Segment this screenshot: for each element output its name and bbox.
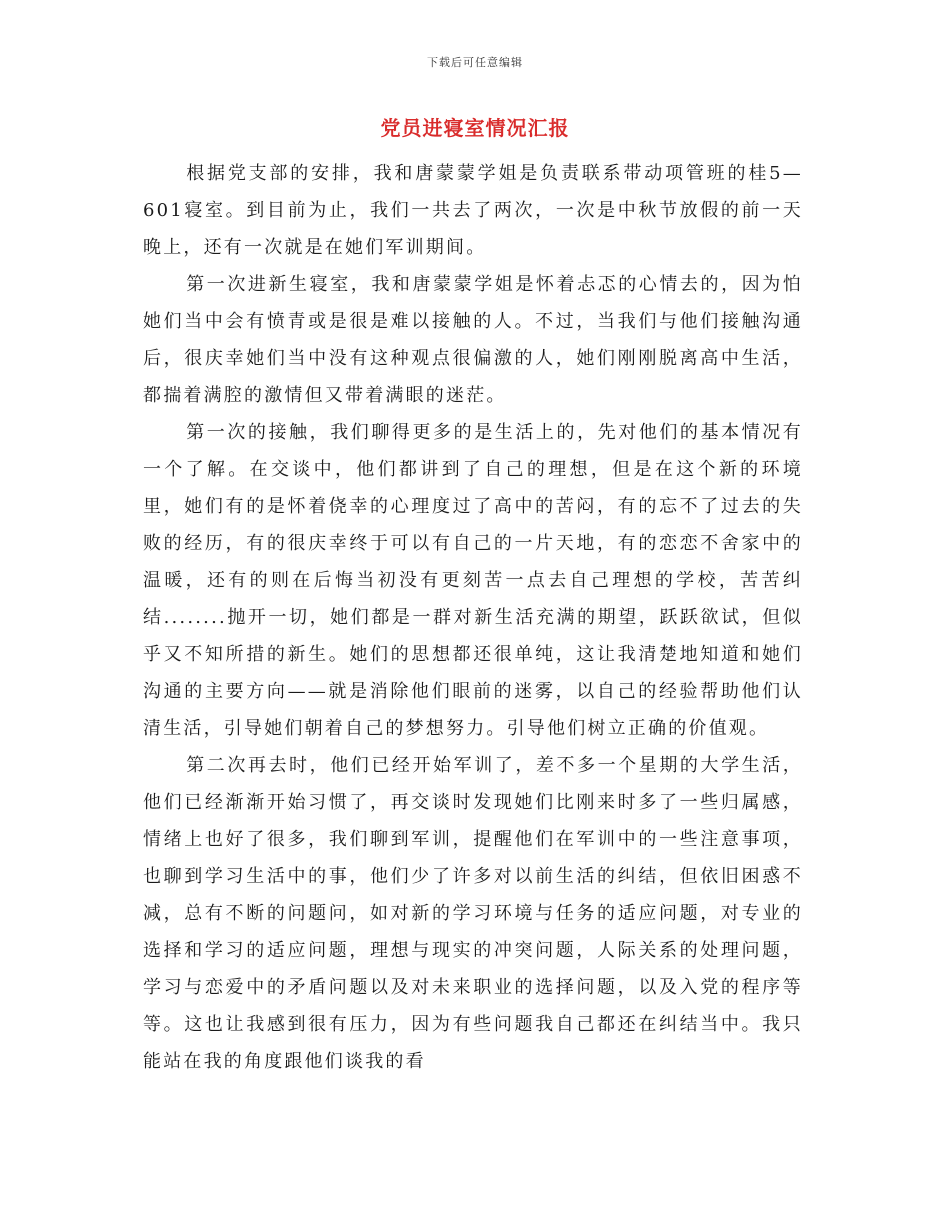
page-header: 下载后可任意编辑	[427, 56, 523, 69]
paragraph: 第一次的接触，我们聊得更多的是生活上的，先对他们的基本情况有一个了解。在交谈中，他们都讲到了自己的理想，但是在这个新的环境里，她们有的是怀着侥幸的心理度过了高中的苦闷，有的忘不了过去的失败的经历，有的很庆幸终于可以有自己的一片天地，有的恋恋不舍家中的温暖，还有的则在后悔当初没有更刻苦一点去自己理想的学校，苦苦纠结........抛开一切，她们都是一群对新生活充满的期望，跃跃欲试，但似乎又不知所措的新生。她们的思想都还很单纯，这让我清楚地知道和她们沟通的主要方向——就是消除他们眼前的迷雾，以自己的经验帮助他们认清生活，引导她们朝着自己的梦想努力。引导他们树立正确的价值观。	[143, 422, 803, 739]
document-title: 党员进寝室情况汇报	[380, 116, 570, 140]
paragraph: 第一次进新生寝室，我和唐蒙蒙学姐是怀着忐忑的心情去的，因为怕她们当中会有愤青或是很是难以接触的人。不过，当我们与他们接触沟通后，很庆幸她们当中没有这种观点很偏激的人，她们刚刚脱离高中生活，都揣着满腔的激情但又带着满眼的迷茫。	[143, 274, 803, 406]
paragraph: 根据党支部的安排，我和唐蒙蒙学姐是负责联系带动项管班的桂5—601寝室。到目前为止，我们一共去了两次，一次是中秋节放假的前一天晚上，还有一次就是在她们军训期间。	[143, 163, 803, 258]
document-body	[143, 155, 803, 1080]
paragraph: 第二次再去时，他们已经开始军训了，差不多一个星期的大学生活，他们已经渐渐开始习惯了，再交谈时发现她们比刚来时多了一些归属感，情绪上也好了很多，我们聊到军训，提醒他们在军训中的一些注意事项，也聊到学习生活中的事，他们少了许多对以前生活的纠结，但依旧困惑不减，总有不断的问题问，如对新的学习环境与任务的适应问题，对专业的选择和学习的适应问题，理想与现实的冲突问题，人际关系的处理问题，学习与恋爱中的矛盾问题以及对未来职业的选择问题，以及入党的程序等等。这也让我感到很有压力，因为有些问题我自己都还在纠结当中。我只能站在我的角度跟他们谈我的看	[143, 755, 803, 1072]
